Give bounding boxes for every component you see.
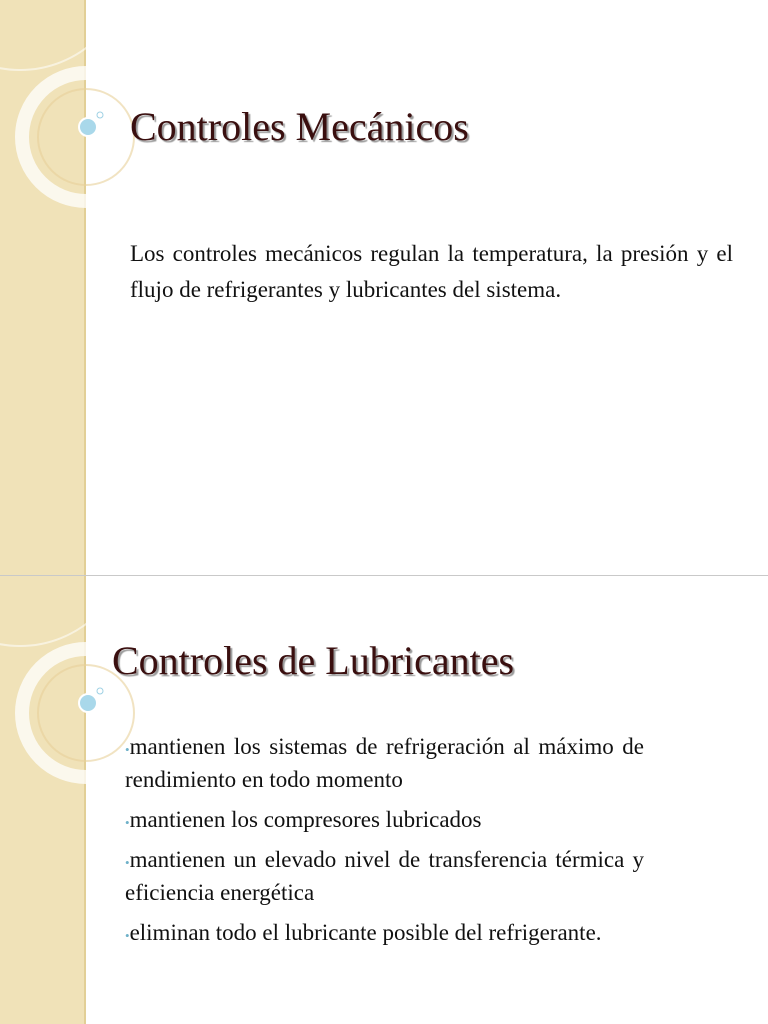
list-item: •eliminan todo el lubricante posible del refrigerante. (125, 920, 602, 945)
bullet-list (125, 730, 644, 956)
list-item: •mantienen los sistemas de refrigeración al máximo de rendimiento en todo momento (125, 734, 644, 792)
slide-2-title: Controles de Lubricantes (112, 638, 515, 683)
bubble-icon (79, 118, 97, 136)
slide-1-body: Los controles mecánicos regulan la temperatura, la presión y el flujo de refrigerantes y lubricantes del sistema. (130, 241, 733, 302)
list-item: •mantienen un elevado nivel de transferencia térmica y eficiencia energética (125, 847, 644, 905)
list-item: •mantienen los compresores lubricados (125, 807, 482, 832)
slide-1-title: Controles Mecánicos (130, 104, 469, 149)
bullet-dot-icon: • (125, 742, 130, 757)
bubble-icon (79, 694, 97, 712)
bullet-dot-icon: • (125, 928, 130, 943)
small-bubble-icon (97, 688, 103, 694)
bullet-dot-icon: • (125, 815, 130, 830)
small-bubble-icon (97, 112, 103, 118)
bullet-dot-icon: • (125, 855, 130, 870)
